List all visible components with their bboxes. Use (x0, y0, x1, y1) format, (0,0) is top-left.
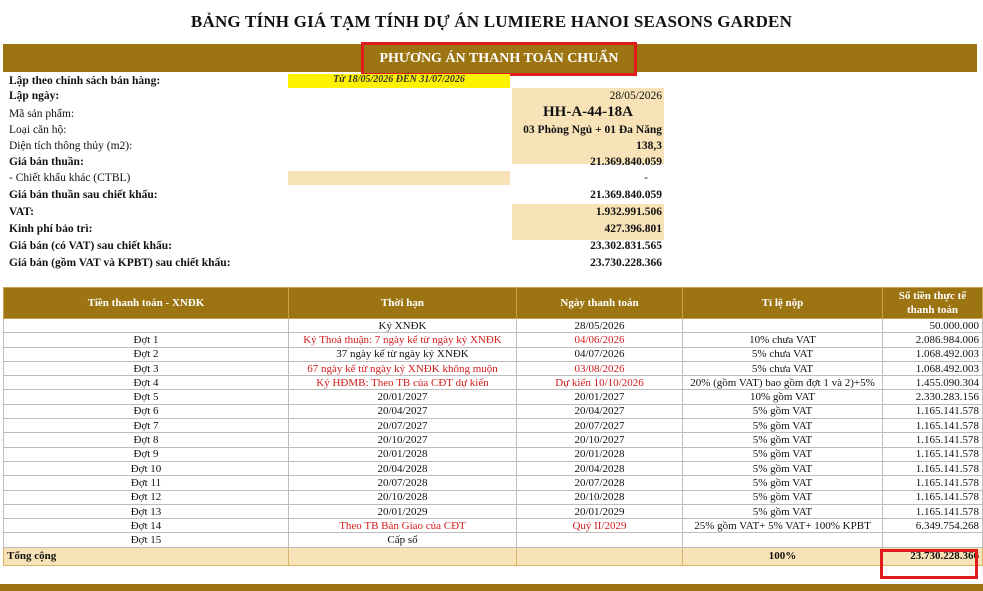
amount-cell: 2.330.283.156 (883, 390, 983, 404)
total-row (4, 547, 983, 565)
page-title: BẢNG TÍNH GIÁ TẠM TÍNH DỰ ÁN LUMIERE HANOI SEASONS GARDEN (190, 12, 793, 31)
installment-cell: Đợt 4 (4, 376, 289, 390)
payment-plan-banner: PHƯƠNG ÁN THANH TOÁN CHUẨN (361, 42, 637, 76)
installment-cell: Đợt 6 (4, 404, 289, 418)
table-row (4, 533, 983, 547)
amount-cell: 1.165.141.578 (883, 504, 983, 518)
rate-cell (683, 533, 883, 547)
installment-cell: Đợt 11 (4, 476, 289, 490)
area-value: 138,3 (636, 140, 662, 152)
payment-date-cell: 04/07/2026 (517, 347, 683, 361)
rate-cell: 5% chưa VAT (683, 361, 883, 375)
payment-date-cell: 20/01/2029 (517, 504, 683, 518)
payment-date-cell: 20/10/2028 (517, 490, 683, 504)
amount-cell (883, 533, 983, 547)
discount-label: - Chiết khấu khác (CTBL) (9, 172, 131, 184)
table-row (4, 390, 983, 404)
table-header-row (4, 288, 983, 319)
rate-cell: 5% gồm VAT (683, 504, 883, 518)
deadline-cell: 20/04/2028 (289, 461, 517, 475)
maintenance-value: 427.396.801 (604, 223, 662, 235)
payment-date-cell: 20/10/2027 (517, 433, 683, 447)
payment-date-cell: 20/07/2028 (517, 476, 683, 490)
deadline-cell: Ký Thoả thuận: 7 ngày kể từ ngày ký XNĐK (289, 333, 517, 347)
amount-cell: 2.086.984.006 (883, 333, 983, 347)
total-label: Tổng cộng (4, 547, 289, 565)
payment-date-cell: 20/04/2027 (517, 404, 683, 418)
payment-date-cell: 20/01/2028 (517, 447, 683, 461)
table-row (4, 433, 983, 447)
deadline-cell: 37 ngày kể từ ngày ký XNĐK (289, 347, 517, 361)
installment-cell: Đợt 8 (4, 433, 289, 447)
amount-cell: 1.165.141.578 (883, 447, 983, 461)
payment-date-cell: 20/04/2028 (517, 461, 683, 475)
total-percent: 100% (683, 547, 883, 565)
payment-date-cell: Quý II/2029 (517, 519, 683, 533)
installment-cell: Đợt 13 (4, 504, 289, 518)
installment-cell: Đợt 3 (4, 361, 289, 375)
total-amount: 23.730.228.366 (883, 547, 983, 565)
rate-cell: 5% gồm VAT (683, 490, 883, 504)
deadline-cell: 20/07/2028 (289, 476, 517, 490)
deadline-cell: 20/07/2027 (289, 419, 517, 433)
payment-date-cell: 03/08/2026 (517, 361, 683, 375)
payment-date-cell: 20/07/2027 (517, 419, 683, 433)
rate-cell: 5% gồm VAT (683, 476, 883, 490)
rate-cell (683, 319, 883, 333)
amount-cell: 1.165.141.578 (883, 476, 983, 490)
net-price-label: Giá bán thuần: (9, 156, 84, 168)
table-row (4, 447, 983, 461)
header-deadline: Thời hạn (289, 288, 517, 319)
deadline-cell: Ký XNĐK (289, 319, 517, 333)
table-row (4, 419, 983, 433)
policy-value-box (288, 74, 510, 88)
rate-cell: 10% chưa VAT (683, 333, 883, 347)
installment-cell: Đợt 12 (4, 490, 289, 504)
rate-cell: 10% gồm VAT (683, 390, 883, 404)
after-discount-value: 21.369.840.059 (590, 189, 662, 201)
rate-cell: 25% gồm VAT+ 5% VAT+ 100% KPBT (683, 519, 883, 533)
maintenance-label: Kinh phí bảo trì: (9, 223, 93, 235)
amount-cell: 50.000.000 (883, 319, 983, 333)
price-vat-value: 23.302.831.565 (590, 240, 662, 252)
deadline-cell: Theo TB Bàn Giao của CĐT (289, 519, 517, 533)
payment-date-cell (517, 533, 683, 547)
amount-cell: 1.165.141.578 (883, 433, 983, 447)
amount-cell: 1.165.141.578 (883, 490, 983, 504)
deadline-cell: 20/01/2027 (289, 390, 517, 404)
installment-cell: Đợt 15 (4, 533, 289, 547)
vat-label: VAT: (9, 206, 34, 218)
amount-cell: 1.165.141.578 (883, 461, 983, 475)
price-total-label: Giá bán (gồm VAT và KPBT) sau chiết khấu: (9, 257, 231, 269)
rate-cell: 5% chưa VAT (683, 347, 883, 361)
amount-cell: 1.068.492.003 (883, 361, 983, 375)
table-row (4, 461, 983, 475)
payment-date-cell: 20/01/2027 (517, 390, 683, 404)
date-value: 28/05/2026 (609, 90, 662, 102)
table-row (4, 361, 983, 375)
product-code: HH-A-44-18A (543, 104, 633, 120)
installment-cell: Đợt 14 (4, 519, 289, 533)
table-row (4, 504, 983, 518)
deadline-cell: 20/10/2028 (289, 490, 517, 504)
table-row (4, 376, 983, 390)
total-highlight-box (880, 549, 978, 579)
code-label: Mã sản phẩm: (9, 108, 75, 120)
amount-cell: 1.165.141.578 (883, 404, 983, 418)
rate-cell: 20% (gồm VAT) bao gồm đợt 1 và 2)+5% (683, 376, 883, 390)
installment-cell: Đợt 5 (4, 390, 289, 404)
table-row (4, 476, 983, 490)
amount-cell: 1.455.090.304 (883, 376, 983, 390)
deadline-cell: 67 ngày kể từ ngày ký XNĐK không muộn (289, 361, 517, 375)
payment-date-cell: Dự kiến 10/10/2026 (517, 376, 683, 390)
deadline-cell: 20/10/2027 (289, 433, 517, 447)
unit-type-value: 03 Phòng Ngủ + 01 Đa Năng (523, 124, 662, 136)
header-rate: Tỉ lệ nộp (683, 288, 883, 319)
installment-cell (4, 319, 289, 333)
installment-cell: Đợt 10 (4, 461, 289, 475)
unit-type-label: Loại căn hộ: (9, 124, 67, 136)
area-label: Diện tích thông thủy (m2): (9, 140, 133, 152)
deadline-cell: Cấp sổ (289, 533, 517, 547)
rate-cell: 5% gồm VAT (683, 404, 883, 418)
discount-input-cell (288, 171, 510, 185)
payment-schedule-table (3, 287, 983, 566)
installment-cell: Đợt 2 (4, 347, 289, 361)
table-row (4, 404, 983, 418)
installment-cell: Đợt 7 (4, 419, 289, 433)
header-installment: Tiền thanh toán - XNĐK (4, 288, 289, 319)
header-amount: Số tiền thực tế thanh toán (883, 288, 983, 319)
net-price-value: 21.369.840.059 (590, 156, 662, 168)
table-row (4, 519, 983, 533)
rate-cell: 5% gồm VAT (683, 419, 883, 433)
total-empty-1 (289, 547, 517, 565)
table-row (4, 347, 983, 361)
bottom-bar (0, 584, 983, 591)
vat-value: 1.932.991.506 (595, 206, 662, 218)
table-row (4, 490, 983, 504)
policy-value: Từ 18/05/2026 ĐẾN 31/07/2026 (333, 74, 465, 85)
installment-cell: Đợt 9 (4, 447, 289, 461)
amount-cell: 1.165.141.578 (883, 419, 983, 433)
price-vat-label: Giá bán (có VAT) sau chiết khấu: (9, 240, 172, 252)
header-payment-date: Ngày thanh toán (517, 288, 683, 319)
policy-label: Lập theo chính sách bán hàng: (9, 75, 161, 87)
installment-cell: Đợt 1 (4, 333, 289, 347)
payment-date-cell: 28/05/2026 (517, 319, 683, 333)
deadline-cell: Ký HĐMB: Theo TB của CĐT dự kiến (289, 376, 517, 390)
table-row (4, 333, 983, 347)
rate-cell: 5% gồm VAT (683, 433, 883, 447)
amount-cell: 6.349.754.268 (883, 519, 983, 533)
date-label: Lập ngày: (9, 90, 60, 102)
total-empty-2 (517, 547, 683, 565)
deadline-cell: 20/01/2028 (289, 447, 517, 461)
rate-cell: 5% gồm VAT (683, 447, 883, 461)
table-row (4, 319, 983, 333)
discount-value: - (644, 172, 648, 184)
amount-cell: 1.068.492.003 (883, 347, 983, 361)
after-discount-label: Giá bán thuần sau chiết khấu: (9, 189, 158, 201)
rate-cell: 5% gồm VAT (683, 461, 883, 475)
deadline-cell: 20/04/2027 (289, 404, 517, 418)
price-total-value: 23.730.228.366 (590, 257, 662, 269)
deadline-cell: 20/01/2029 (289, 504, 517, 518)
payment-date-cell: 04/06/2026 (517, 333, 683, 347)
